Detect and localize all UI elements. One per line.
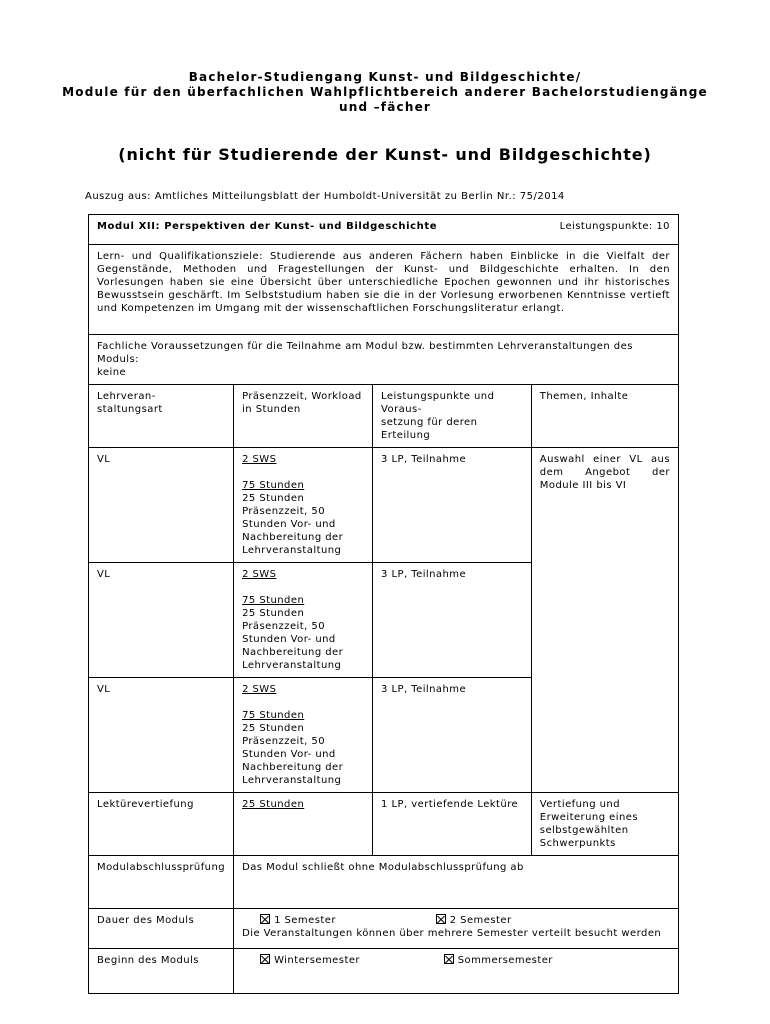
- module-title: Modul XII: Perspektiven der Kunst- und Bildgeschichte: [97, 221, 438, 232]
- exam-value: Das Modul schließt ohne Modulabschlussprüfung ab: [234, 856, 679, 909]
- row-sws: 2 SWS: [242, 569, 277, 580]
- start-option-summer[interactable]: Sommersemester: [444, 954, 553, 967]
- excerpt-source: Auszug aus: Amtliches Mitteilungsblatt der Humboldt-Universität zu Berlin Nr.: 75/2014: [85, 191, 565, 202]
- row-detail: 25 Stunden Präsenzzeit, 50 Stunden Vor- und Nachbereitung der Lehrveranstaltung: [242, 608, 344, 671]
- col-header-topics: Themen, Inhalte: [531, 385, 678, 448]
- prereq-row: [89, 335, 679, 385]
- title-line-2: Module für den überfachlichen Wahlpflichtbereich anderer Bachelorstudiengänge: [62, 85, 708, 99]
- start-label: Beginn des Moduls: [89, 949, 234, 994]
- document-subtitle: (nicht für Studierende der Kunst- und Bildgeschichte): [118, 145, 652, 164]
- title-line-3: und –fächer: [338, 100, 432, 114]
- table-row: [89, 448, 679, 563]
- vl-topics: Auswahl einer VL aus dem Angebot der Module III bis VI: [531, 448, 678, 793]
- goals-row: [89, 245, 679, 335]
- col-header-presence: Präsenzzeit, Workload in Stunden: [234, 385, 373, 448]
- column-header-row: [89, 385, 679, 448]
- reading-topics: Vertiefung und Erweiterung eines selbstgewählten Schwerpunkts: [531, 793, 678, 856]
- start-option-winter[interactable]: Wintersemester: [260, 954, 440, 967]
- row-hours: 75 Stunden: [242, 480, 305, 491]
- title-line-1: Bachelor-Studiengang Kunst- und Bildgeschichte/: [188, 70, 582, 84]
- module-table: [88, 214, 679, 994]
- document-title: [0, 70, 770, 115]
- row-type: VL: [89, 448, 234, 563]
- row-hours: 75 Stunden: [242, 710, 305, 721]
- module-points: Leistungspunkte: 10: [559, 221, 670, 232]
- module-header-row: [89, 215, 679, 245]
- prereq-value: keine: [97, 367, 127, 378]
- duration-label: Dauer des Moduls: [89, 909, 234, 949]
- checkbox-checked-icon[interactable]: [260, 954, 270, 964]
- checkbox-checked-icon[interactable]: [444, 954, 454, 964]
- row-credits: 3 LP, Teilnahme: [373, 678, 532, 793]
- duration-option-2[interactable]: 2 Semester: [436, 914, 512, 927]
- checkbox-checked-icon[interactable]: [436, 914, 446, 924]
- col-header-type: Lehrveran- staltungsart: [89, 385, 234, 448]
- exam-label: Modulabschlussprüfung: [89, 856, 234, 909]
- reading-credits: 1 LP, vertiefende Lektüre: [373, 793, 532, 856]
- exam-row: [89, 856, 679, 909]
- checkbox-checked-icon[interactable]: [260, 914, 270, 924]
- row-hours: 75 Stunden: [242, 595, 305, 606]
- reading-type: Lektürevertiefung: [89, 793, 234, 856]
- reading-row: [89, 793, 679, 856]
- row-sws: 2 SWS: [242, 454, 277, 465]
- row-detail: 25 Stunden Präsenzzeit, 50 Stunden Vor- und Nachbereitung der Lehrveranstaltung: [242, 723, 344, 786]
- prereq-label: Fachliche Voraussetzungen für die Teilnahme am Modul bzw. bestimmten Lehrveranstaltungen des Moduls:: [97, 341, 633, 365]
- start-row: [89, 949, 679, 994]
- module-goals: Lern- und Qualifikationsziele: Studierende aus anderen Fächern haben Einblicke in die Vielfalt der Gegenstände, Methoden und Fragestellungen der Kunst- und Bildgeschichte erhalten. In den Vorlesungen haben sie eine Übersicht über unterschiedliche Epochen gewonnen und ihr historisches Bewusstsein geschärft. Im Selbststudium haben sie die in der Vorlesung erworbenen Kenntnisse vertieft und Kompetenzen im Umgang mit der wissenschaftlichen Forschungsliteratur erlangt.: [89, 245, 679, 335]
- col-header-credits: Leistungspunkte und Voraus- setzung für deren Erteilung: [373, 385, 532, 448]
- row-type: VL: [89, 678, 234, 793]
- row-type: VL: [89, 563, 234, 678]
- reading-hours: 25 Stunden: [242, 799, 305, 810]
- row-credits: 3 LP, Teilnahme: [373, 448, 532, 563]
- duration-option-1[interactable]: 1 Semester: [260, 914, 432, 927]
- row-credits: 3 LP, Teilnahme: [373, 563, 532, 678]
- row-sws: 2 SWS: [242, 684, 277, 695]
- duration-row: [89, 909, 679, 949]
- row-detail: 25 Stunden Präsenzzeit, 50 Stunden Vor- und Nachbereitung der Lehrveranstaltung: [242, 493, 344, 556]
- duration-note: Die Veranstaltungen können über mehrere Semester verteilt besucht werden: [242, 928, 662, 939]
